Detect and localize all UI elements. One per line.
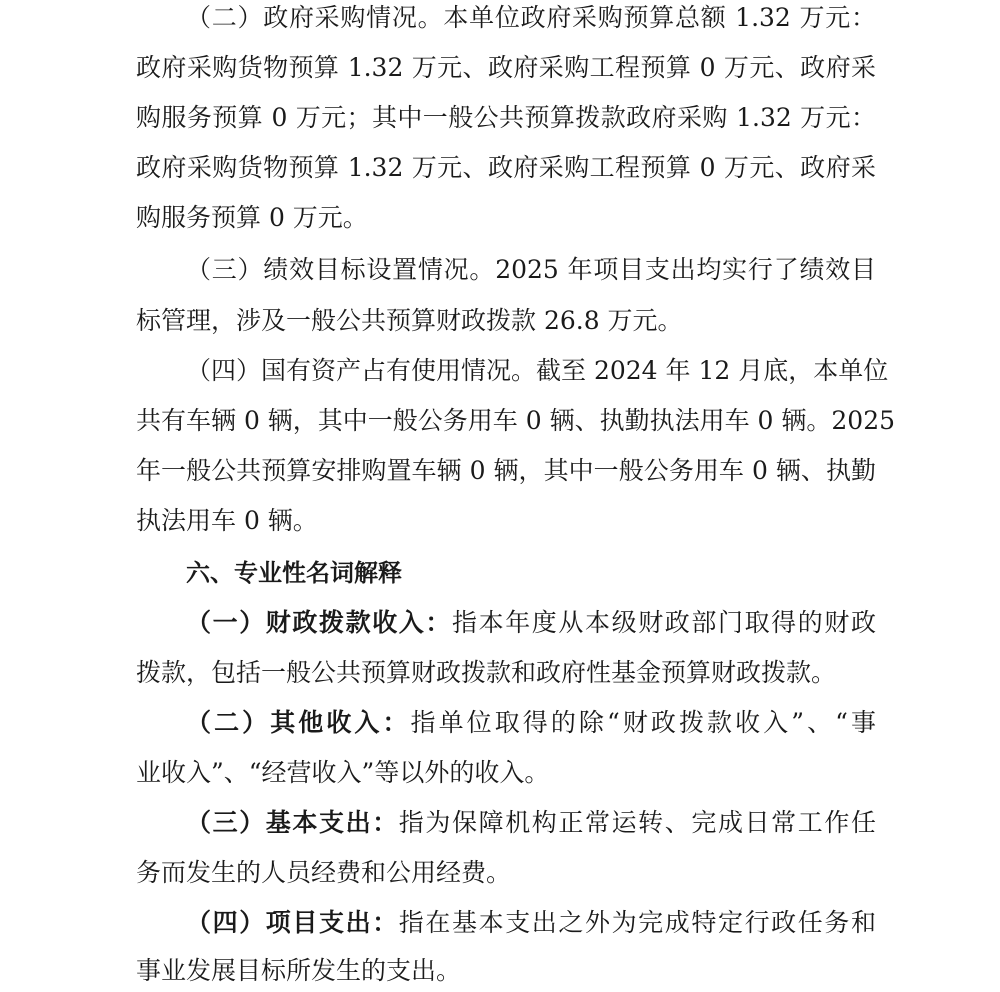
glossary-term-3: （三）基本支出：: [186, 808, 399, 837]
assets-title: （四）国有资产占有使用情况。: [186, 356, 537, 385]
paragraph-assets-line-4: 执法用车 0 辆。: [136, 506, 318, 535]
glossary-term-2: （二）其他收入：: [186, 708, 411, 737]
glossary-item-1-line-2: 拨款，包括一般公共预算财政拨款和政府性基金预算财政拨款。: [136, 658, 837, 687]
performance-title: （三）绩效目标设置情况。: [186, 255, 496, 284]
glossary-item-4-line-2: 事业发展目标所发生的支出。: [136, 956, 462, 985]
paragraph-procurement-line-1: （二）政府采购情况。本单位政府采购预算总额 1.32 万元：: [186, 3, 876, 32]
paragraph-assets-line-1: （四）国有资产占有使用情况。截至 2024 年 12 月底，本单位: [186, 356, 889, 385]
glossary-item-3-line-1: （三）基本支出：指为保障机构正常运转、完成日常工作任: [186, 808, 876, 837]
glossary-item-2-line-1: （二）其他收入：指单位取得的除“财政拨款收入”、“事: [186, 708, 876, 737]
glossary-term-4: （四）项目支出：: [186, 908, 399, 937]
paragraph-performance-line-2: 标管理，涉及一般公共预算财政拨款 26.8 万元。: [136, 306, 683, 335]
glossary-item-3-line-2: 务而发生的人员经费和公用经费。: [136, 858, 512, 887]
procurement-title: （二）政府采购情况。: [186, 3, 444, 32]
glossary-item-1-line-1: （一）财政拨款收入：指本年度从本级财政部门取得的财政: [186, 608, 876, 637]
paragraph-procurement-line-5: 购服务预算 0 万元。: [136, 203, 368, 232]
section-heading-glossary: 六、专业性名词解释: [186, 559, 402, 587]
paragraph-assets-line-2: 共有车辆 0 辆，其中一般公务用车 0 辆、执勤执法用车 0 辆。2025: [136, 406, 896, 435]
paragraph-assets-line-3: 年一般公共预算安排购置车辆 0 辆，其中一般公务用车 0 辆、执勤: [136, 456, 876, 485]
paragraph-procurement-line-2: 政府采购货物预算 1.32 万元、政府采购工程预算 0 万元、政府采: [136, 53, 876, 82]
paragraph-procurement-line-3: 购服务预算 0 万元；其中一般公共预算拨款政府采购 1.32 万元：: [136, 103, 876, 132]
paragraph-procurement-line-4: 政府采购货物预算 1.32 万元、政府采购工程预算 0 万元、政府采: [136, 153, 876, 182]
paragraph-performance-line-1: （三）绩效目标设置情况。2025 年项目支出均实行了绩效目: [186, 255, 876, 284]
glossary-item-2-line-2: 业收入”、“经营收入”等以外的收入。: [136, 758, 550, 787]
glossary-term-1: （一）财政拨款收入：: [186, 608, 452, 637]
glossary-item-4-line-1: （四）项目支出：指在基本支出之外为完成特定行政任务和: [186, 908, 876, 937]
